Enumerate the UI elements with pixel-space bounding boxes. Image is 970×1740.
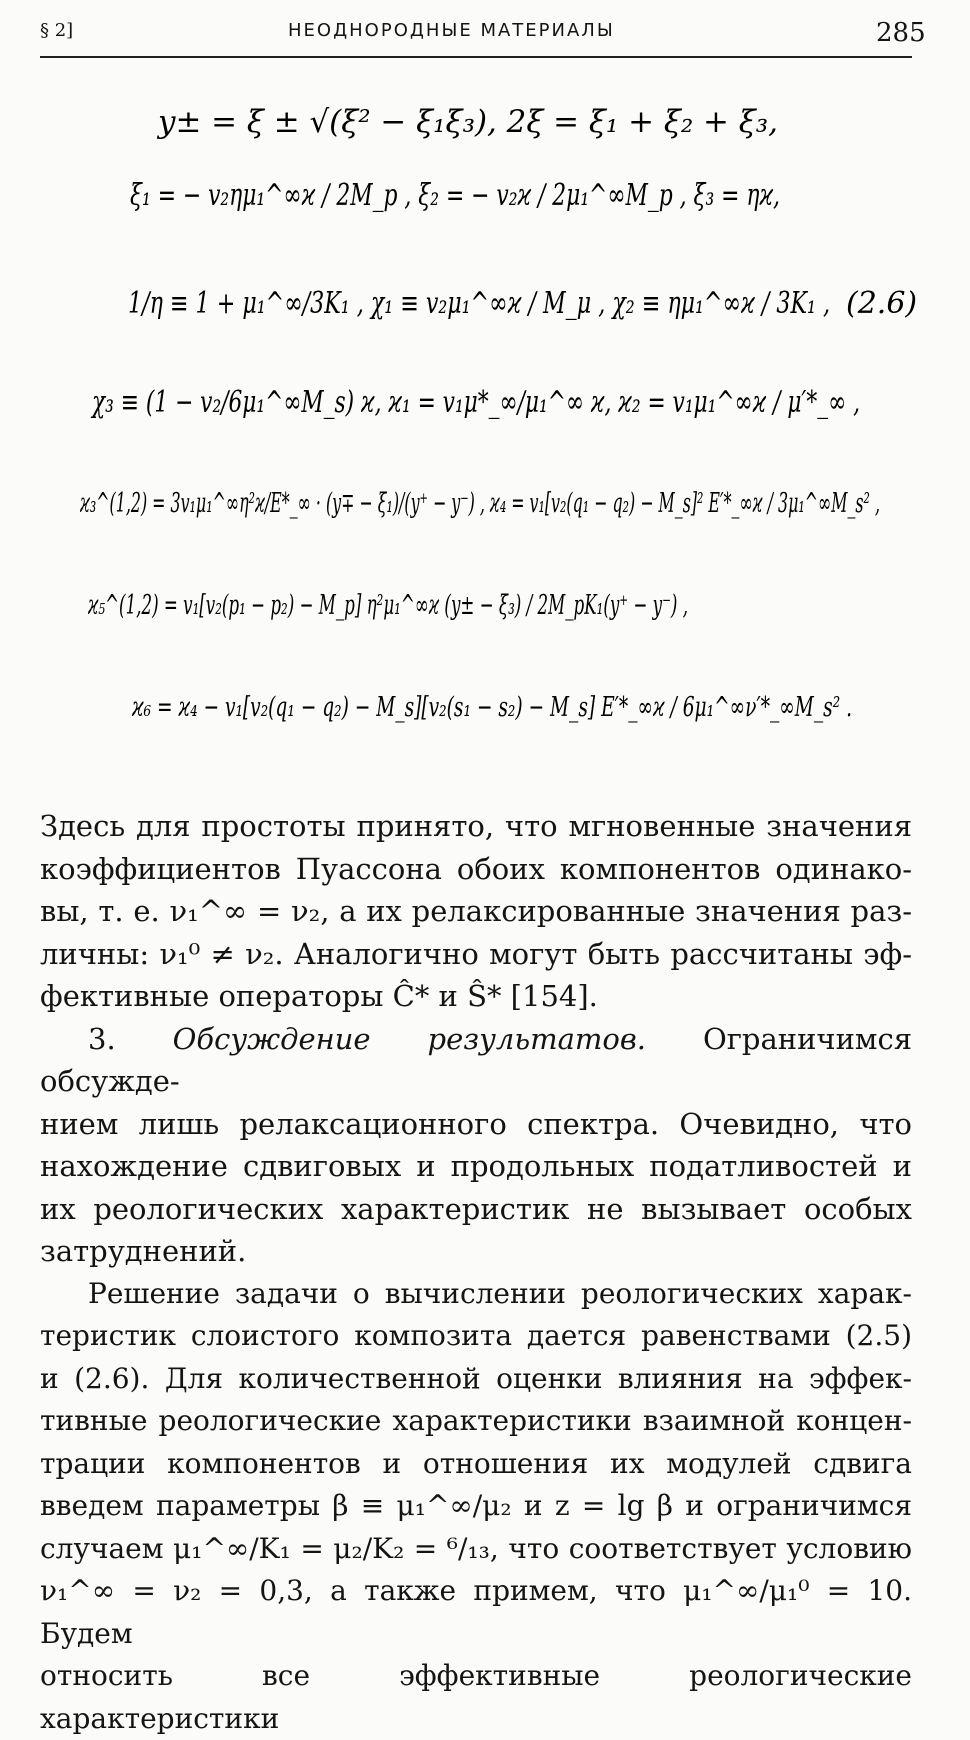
text-line: Решение задачи о вычислении реологических харак- <box>88 1276 912 1310</box>
text-line: Ограничимся обсужде- <box>40 1021 913 1098</box>
text-line: личны: ν₁⁰ ≠ ν₂. Аналогично могут быть рассчитаны эф- <box>40 936 912 971</box>
item-number: 3. <box>88 1021 116 1056</box>
text-line: введем параметры β ≡ μ₁^∞/μ₂ и z = lg β и ограничимся <box>40 1489 912 1522</box>
text-line: относить все эффективные реологические характеристики <box>40 1659 912 1735</box>
formula-line-4: χ₃ ≡ (1 − v₂/6μ₁^∞M_s) ϰ, ϰ₁ = v₁μ*_∞/μ₁^∞ ϰ, ϰ₂ = v₁μ₁^∞ϰ / μ′*_∞ , <box>90 385 860 420</box>
text-line: трации компонентов и отношения их модулей сдвига <box>40 1446 912 1480</box>
formula-line-6: ϰ₅^(1,2) = v₁[v₂(p₁ − p₂) − M_p] η²μ₁^∞ϰ (y± − ξ₃) / 2M_pK₁(y⁺ − y⁻) , <box>87 590 689 621</box>
text-line: ν₁^∞ = ν₂ = 0,3, а также примем, что μ₁^∞/μ₁⁰ = 10. Будем <box>40 1574 912 1650</box>
formula-line-2: ξ₁ = − v₂ημ₁^∞ϰ / 2M_p , ξ₂ = − v₂ϰ / 2μ₁^∞M_p , ξ₃ = ηϰ, <box>130 178 780 213</box>
text-line: фективные операторы Ĉ* и Ŝ* [154]. <box>40 979 598 1013</box>
text-line: Здесь для простоты принято, что мгновенные значения <box>40 809 912 843</box>
text-line: вы, т. е. ν₁^∞ = ν₂, а их релаксированные значения раз- <box>40 894 912 928</box>
text-line: коэффициентов Пуассона обоих компонентов одинако- <box>40 851 912 886</box>
formula-line-1: y± = ξ ± √(ξ² − ξ₁ξ₃), 2ξ = ξ₁ + ξ₂ + ξ₃, <box>156 104 778 140</box>
text-line: нахождение сдвиговых и продольных податливостей и <box>40 1149 912 1183</box>
text-line: нием лишь релаксационного спектра. Очевидно, что <box>40 1106 912 1141</box>
paragraph-discussion <box>40 1018 912 1231</box>
text-line: затруднений. <box>40 1234 247 1268</box>
formula-block <box>0 0 970 800</box>
paragraph-notation-end <box>40 975 912 1018</box>
text-line: случаем μ₁^∞/K₁ = μ₂/K₂ = ⁶/₁₃, что соответствует условию <box>40 1531 912 1565</box>
paragraph-solution-end <box>40 1655 912 1740</box>
formula-line-5: ϰ₃^(1,2) = 3v₁μ₁^∞η²ϰ/E*_∞ · (y∓ − ξ₁)/(y⁺ − y⁻) , ϰ₄ = v₁[v₂(q₁ − q₂) − M_s]² E′*_∞ϰ / 3μ₁^∞M_s² , <box>79 488 880 519</box>
paragraph-solution <box>40 1273 912 1656</box>
paragraph-discussion-end <box>40 1230 912 1273</box>
page-number: 285 <box>876 18 926 48</box>
running-title: НЕОДНОРОДНЫЕ МАТЕРИАЛЫ <box>288 20 615 41</box>
paragraph-notation <box>40 805 912 975</box>
text-line: теристик слоистого композита дается равенствами (2.5) <box>40 1319 912 1352</box>
section-heading: Обсуждение результатов. <box>172 1021 646 1056</box>
text-line: тивные реологические характеристики взаимной концен- <box>40 1404 912 1437</box>
text-line: их реологических характеристик не вызывает особых <box>40 1191 912 1226</box>
equation-label: (2.6) <box>846 286 918 321</box>
formula-line-7: ϰ₆ = ϰ₄ − v₁[v₂(q₁ − q₂) − M_s][v₂(s₁ − s₂) − M_s] E′*_∞ϰ / 6μ₁^∞ν′*_∞M_s² . <box>131 692 852 723</box>
section-marker: § 2] <box>40 20 74 41</box>
text-line: и (2.6). Для количественной оценки влияния на эффек- <box>40 1361 912 1395</box>
formula-line-3: 1/η ≡ 1 + μ₁^∞/3K₁ , χ₁ ≡ v₂μ₁^∞ϰ / M_μ , χ₂ ≡ ημ₁^∞ϰ / 3K₁ , <box>128 286 830 321</box>
